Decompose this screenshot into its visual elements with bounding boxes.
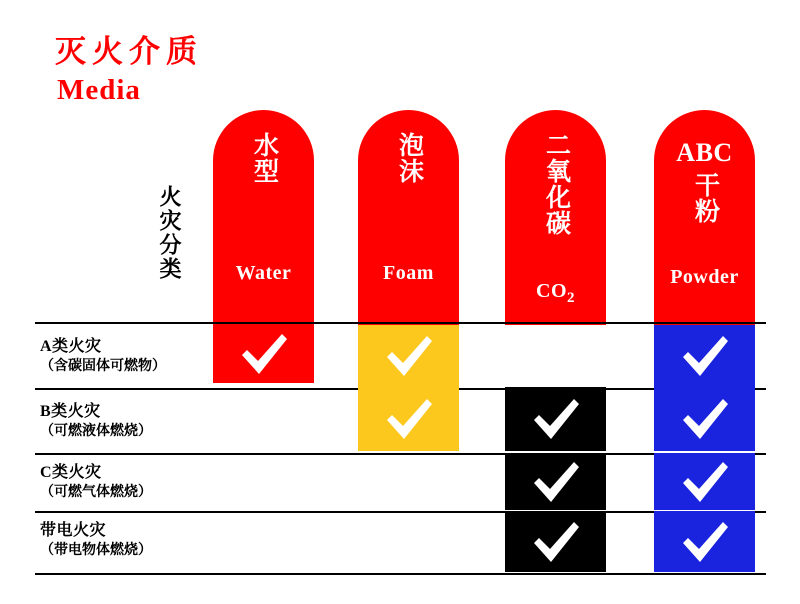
row-label-electrical-line2: （带电物体燃烧） xyxy=(40,543,152,558)
cell-powder-class-b xyxy=(654,387,755,451)
check-icon xyxy=(679,396,731,442)
check-icon xyxy=(679,519,731,565)
cell-co2-class-b xyxy=(505,387,606,451)
row-label-class-b-line1: B类火灾 xyxy=(40,403,101,420)
cell-co2-class-c xyxy=(505,453,606,510)
column-header-co2-cn: 二氧化碳 xyxy=(542,132,570,236)
check-icon xyxy=(679,459,731,505)
column-header-powder-en: Powder xyxy=(670,266,739,288)
cell-foam-class-b xyxy=(358,387,459,451)
column-header-water xyxy=(213,110,314,325)
column-header-powder-cn: 干粉 xyxy=(691,172,719,224)
column-header-co2-en-main: CO xyxy=(536,280,567,302)
row-label-class-c xyxy=(40,463,212,502)
column-header-co2 xyxy=(505,110,606,325)
cell-foam-class-a xyxy=(358,325,459,387)
column-header-water-en: Water xyxy=(235,262,292,284)
cell-powder-class-c xyxy=(654,453,755,510)
column-header-powder-abc: ABC xyxy=(676,138,733,167)
column-header-powder-cn-wrap xyxy=(654,168,755,264)
row-label-class-c-line2: （可燃气体燃烧） xyxy=(40,485,152,500)
check-icon xyxy=(383,396,435,442)
grid-line-top xyxy=(35,322,766,324)
row-axis-label: 火灾分类 xyxy=(157,185,182,281)
cell-co2-electrical xyxy=(505,511,606,572)
page-title-en: Media xyxy=(57,74,141,106)
row-label-electrical-line1: 带电火灾 xyxy=(40,522,107,539)
check-icon xyxy=(679,333,731,379)
check-icon xyxy=(530,459,582,505)
row-label-class-a-line1: A类火灾 xyxy=(40,338,102,355)
cell-water-class-a xyxy=(213,325,314,383)
column-header-foam xyxy=(358,110,459,325)
check-icon xyxy=(383,333,435,379)
cell-powder-electrical xyxy=(654,511,755,572)
row-label-class-a xyxy=(40,337,212,376)
check-icon xyxy=(530,519,582,565)
column-header-foam-en: Foam xyxy=(383,262,434,284)
column-header-co2-en-sub: 2 xyxy=(567,290,575,306)
column-header-co2-cn-wrap xyxy=(505,110,606,278)
cell-powder-class-a xyxy=(654,325,755,387)
row-label-electrical xyxy=(40,521,212,560)
page-title-cn: 灭火介质 xyxy=(55,34,203,69)
column-header-foam-cn-wrap xyxy=(358,110,459,260)
row-label-class-c-line1: C类火灾 xyxy=(40,464,102,481)
row-label-class-a-line2: （含碳固体可燃物） xyxy=(40,359,166,374)
grid-line-bottom xyxy=(35,573,766,575)
column-header-water-cn-wrap xyxy=(213,110,314,260)
check-icon xyxy=(238,331,290,377)
check-icon xyxy=(530,396,582,442)
column-header-water-cn: 水型 xyxy=(250,132,278,184)
row-label-class-b-line2: （可燃液体燃烧） xyxy=(40,424,152,439)
row-label-class-b xyxy=(40,402,212,441)
column-header-foam-cn: 泡沫 xyxy=(395,132,423,184)
column-header-co2-en xyxy=(505,280,606,307)
column-header-powder xyxy=(654,110,755,325)
